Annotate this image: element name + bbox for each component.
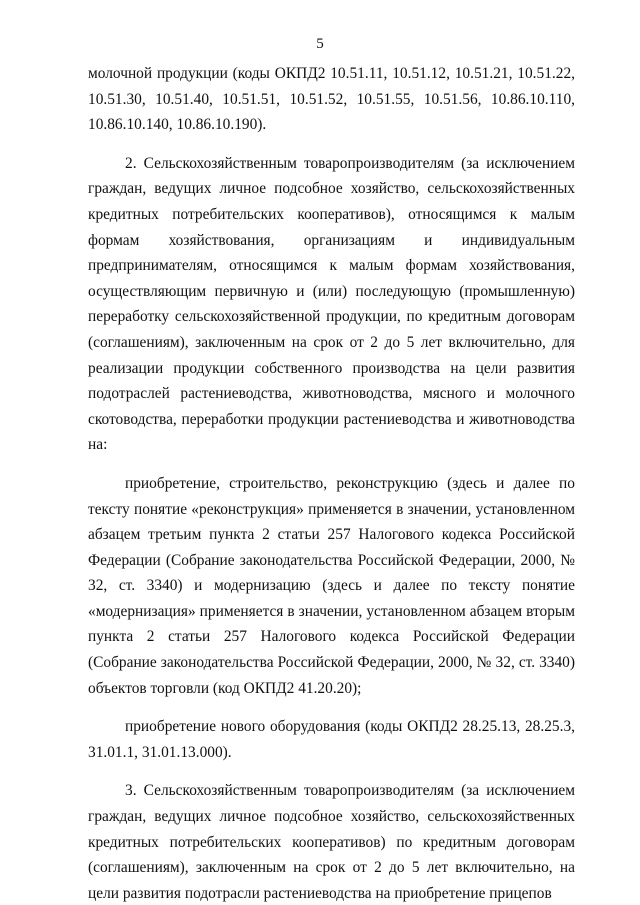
paragraph-item-3: 3. Сельскохозяйственным товаропроизводителям (за исключением граждан, ведущих личное подсобное хозяйство, сельскохозяйственных кредитных потребительских кооперативов) по кредитным договорам (соглашениям), заключенным на срок от 2 до 5 лет включительно, на цели развития подотрасли растениеводства на приобретение прицепов <box>88 782 575 902</box>
paragraph-trade-objects: приобретение, строительство, реконструкцию (здесь и далее по тексту понятие «реконструкция» применяется в значении, установленном абзацем третьим пункта 2 статьи 257 Налогового кодекса Российской Федерации (Собрание законодательства Российской Федерации, 2000, № 32, ст. 3340) и модернизацию (здесь и далее по тексту понятие «модернизация» применяется в значении, установленном абзацем вторым пункта 2 статьи 257 Налогового кодекса Российской Федерации (Собрание законодательства Российской Федерации, 2000, № 32, ст. 3340) объектов торговли (код ОКПД2 41.20.20); <box>88 474 575 697</box>
page-number: 5 <box>316 36 324 52</box>
paragraph-new-equipment: приобретение нового оборудования (коды ОКПД2 28.25.13, 28.25.3, 31.01.1, 31.01.13.000). <box>88 718 575 761</box>
paragraph-item-2: 2. Сельскохозяйственным товаропроизводителям (за исключением граждан, ведущих личное подсобное хозяйство, сельскохозяйственных кредитных потребительских кооперативов), относящимся к малым формам хозяйствования, организациям и индивидуальным предпринимателям, относящимся к малым формам хозяйствования, осуществляющим первичную и (или) последующую (промышленную) переработку сельскохозяйственной продукции, по кредитным договорам (соглашениям), заключенным на срок от 2 до 5 лет включительно, для реализации продукции собственного производства на цели развития подотраслей растениеводства, животноводства, мясного и молочного скотоводства, переработки продукции растениеводства и животноводства на: <box>88 154 575 454</box>
document-body <box>88 61 575 905</box>
paragraph-continuation: молочной продукции (коды ОКПД2 10.51.11, 10.51.12, 10.51.21, 10.51.22, 10.51.30, 10.51.40, 10.51.51, 10.51.52, 10.51.55, 10.51.56, 10.86.10.110, 10.86.10.140, 10.86.10.190). <box>88 65 575 134</box>
